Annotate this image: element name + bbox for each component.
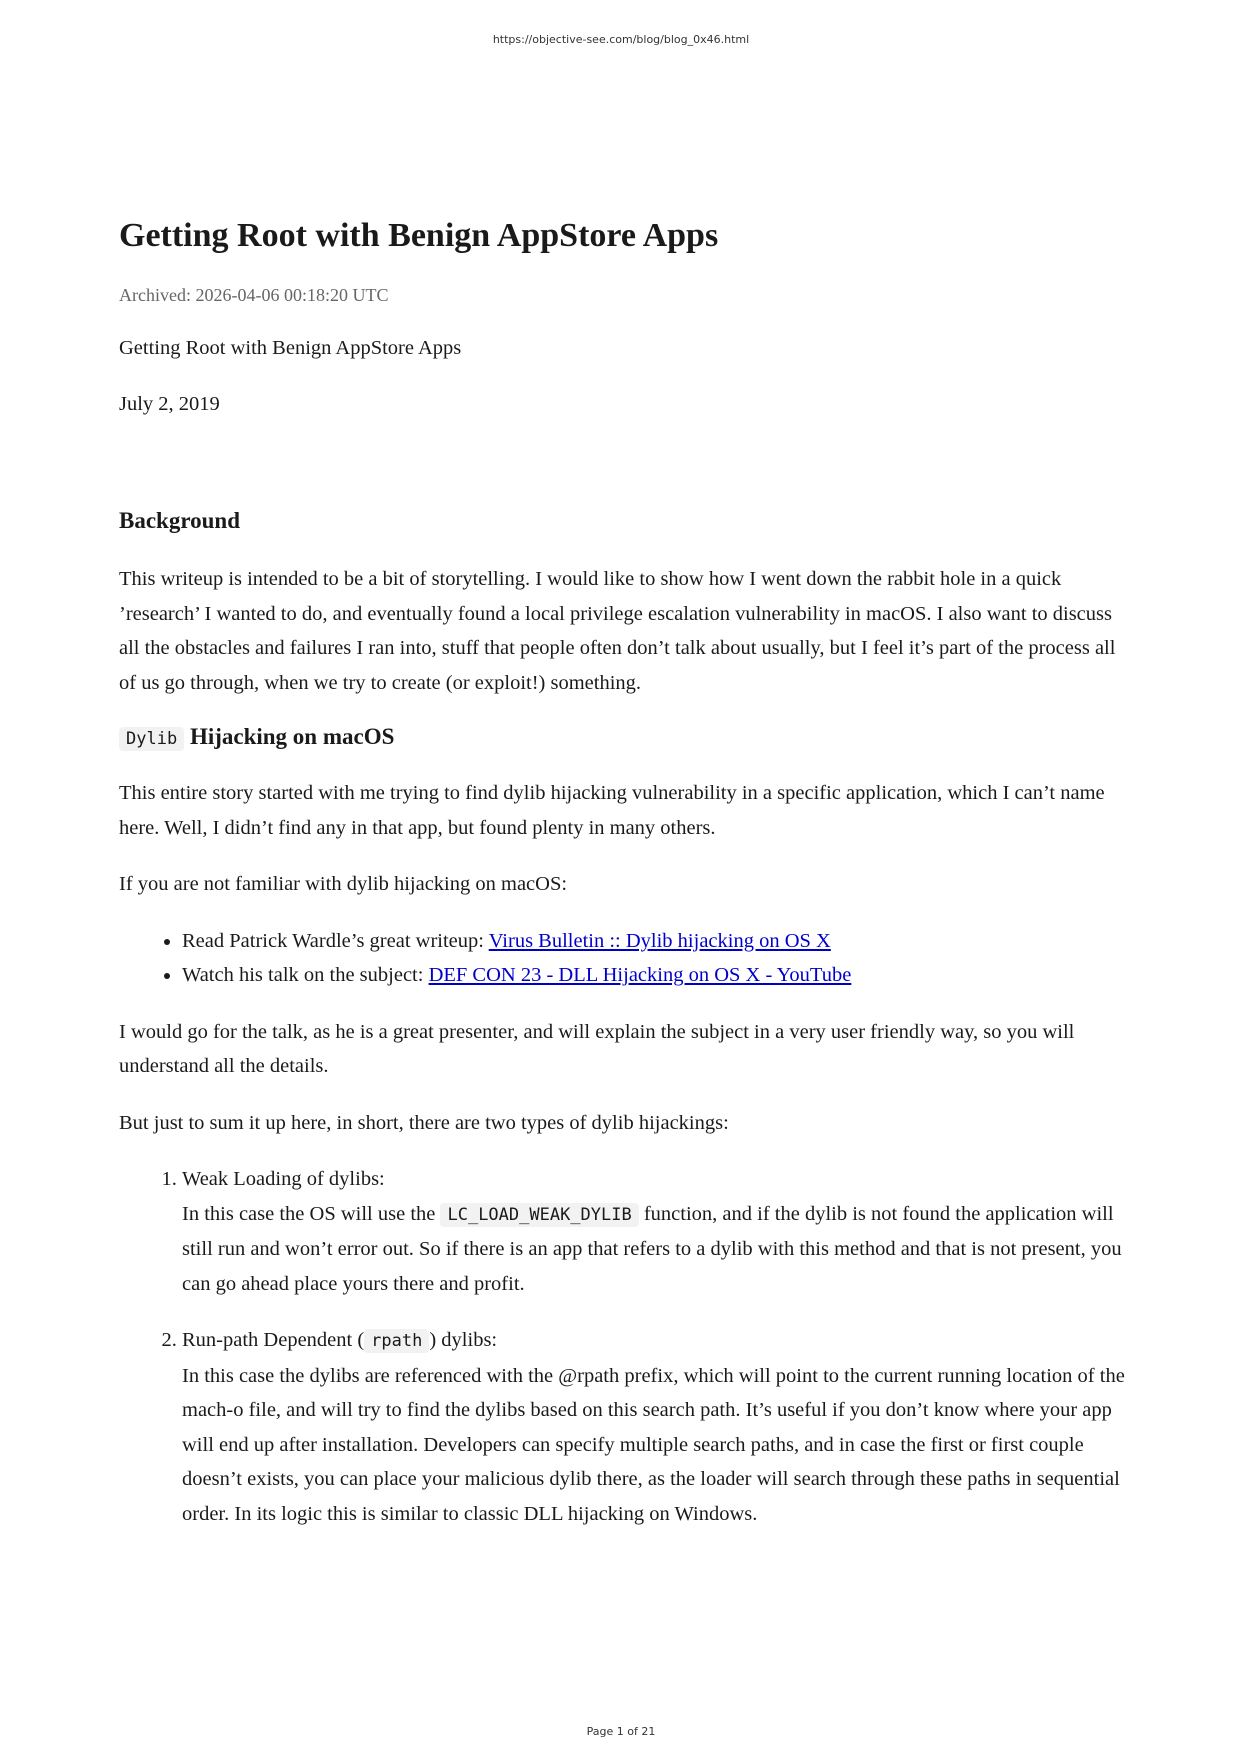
type-title: Weak Loading of dylibs: xyxy=(182,1168,385,1190)
hijack-types-list xyxy=(119,1162,1129,1531)
familiar-paragraph: If you are not familiar with dylib hijacking on macOS: xyxy=(119,873,568,895)
intro-paragraph: This writeup is intended to be a bit of storytelling. I would like to show how I went down the rabbit hole in a quick ’research’ I wanted to do, and eventually found a local privilege escalation vulnerability in macOS. I also want to discuss all the obstacles and failures I ran into, stuff that people often don’t talk about usually, but I feel it’s part of the process all of us go through, when we try to create (or exploit!) something. xyxy=(119,568,1116,694)
page-url: https://objective-see.com/blog/blog_0x46.html xyxy=(492,33,750,46)
background-heading: Background xyxy=(119,508,241,533)
description-text: In this case the OS will use the xyxy=(182,1202,441,1225)
dylib-heading-text: Hijacking on macOS xyxy=(189,724,395,749)
reference-prefix: Watch his talk on the subject: xyxy=(182,964,429,986)
virus-bulletin-link[interactable]: Virus Bulletin :: Dylib hijacking on OS X xyxy=(488,929,831,952)
archived-timestamp: Archived: 2026-04-06 00:18:20 UTC xyxy=(119,285,389,305)
list-item xyxy=(182,1162,1129,1301)
rpath-code: rpath xyxy=(364,1329,429,1353)
story-paragraph: This entire story started with me trying to find dylib hijacking vulnerability in a specific application, which I can’t name here. Well, I didn’t find any in that app, but found plenty in many others. xyxy=(119,782,1105,839)
type-description xyxy=(182,1197,1129,1302)
weak-dylib-code: LC_LOAD_WEAK_DYLIB xyxy=(440,1203,638,1227)
list-item xyxy=(182,958,1129,993)
sum-up-paragraph: But just to sum it up here, in short, there are two types of dylib hijackings: xyxy=(119,1111,729,1134)
type-description: In this case the dylibs are referenced with the @rpath prefix, which will point to the current running location of the mach-o file, and will try to find the dylibs based on this search path. It’s useful if you don’t know where your app will end up after installation. Developers can specify multiple search paths, and in case the first or first couple doesn’t exists, you can place your malicious dylib there, as the loader will search through these paths in sequential order. In its logic this is similar to classic DLL hijacking on Windows. xyxy=(182,1364,1125,1525)
reference-prefix: Read Patrick Wardle’s great writeup: xyxy=(182,929,489,952)
title-text: Run-path Dependent ( xyxy=(182,1329,365,1351)
page-title: Getting Root with Benign AppStore Apps xyxy=(119,217,719,254)
article-subtitle: Getting Root with Benign AppStore Apps xyxy=(119,337,462,359)
type-title xyxy=(182,1329,497,1351)
dylib-heading xyxy=(119,720,1129,756)
talk-paragraph: I would go for the talk, as he is a great presenter, and will explain the subject in a very user friendly way, so you will understand all the details. xyxy=(119,1020,1075,1077)
dylib-heading-code: Dylib xyxy=(119,727,184,751)
list-item xyxy=(182,1323,1129,1531)
reference-list xyxy=(119,924,1129,993)
list-item xyxy=(182,924,1129,959)
article-body xyxy=(119,212,1129,1553)
defcon-youtube-link[interactable]: DEF CON 23 - DLL Hijacking on OS X - YouTube xyxy=(428,964,852,986)
page-number: Page 1 of 21 xyxy=(586,1725,656,1738)
title-text: ) dylibs: xyxy=(429,1329,498,1351)
article-date: July 2, 2019 xyxy=(119,392,220,415)
description-text: function, and if the dylib is not found the application will still run and won’t error out. So if there is an app that refers to a dylib with this method and that is not present, you can go ahead place yours there and profit. xyxy=(182,1202,1122,1295)
